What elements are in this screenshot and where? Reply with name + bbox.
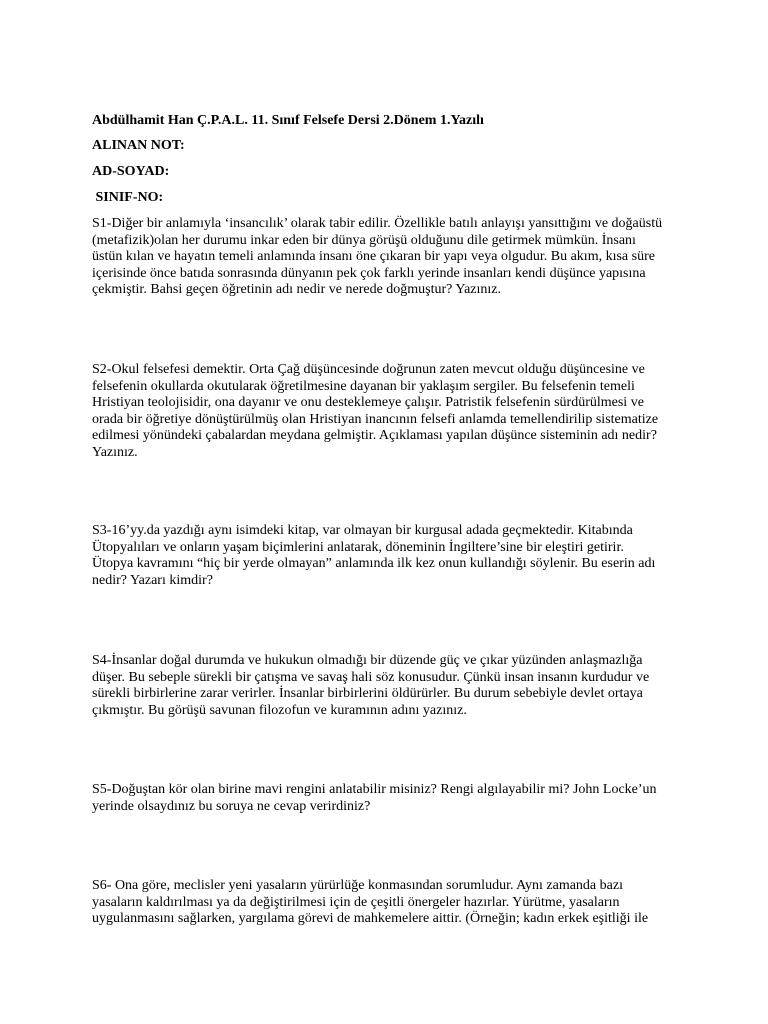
question-5 [92, 782, 682, 815]
exam-title: Abdülhamit Han Ç.P.A.L. 11. Sınıf Felsefe Dersi 2.Dönem 1.Yazılı [92, 113, 484, 128]
question-3 [92, 523, 682, 589]
question-line: nedir? Yazarı kimdir? [92, 572, 213, 588]
name-label: AD-SOYAD: [92, 164, 170, 179]
question-line: çıkmıştır. Bu görüşü savunan filozofun ve kuramının adını yazınız. [92, 702, 467, 718]
question-line: düşer. Bu sebeple sürekli bir çatışma ve savaş hali söz konusudur. Çünkü insan insanın kurdudur ve [92, 669, 650, 685]
question-line: (metafizik)olan her durumu inkar eden bir dünya görüşü olduğunu dile getirmek mümkün. İnsanı [92, 232, 636, 248]
question-line: yasaların kaldırılması ya da değiştirilmesi için de çeşitli önergeler hazırlar. Yürütme, yasaların [92, 894, 620, 910]
question-line: çekmiştir. Bahsi geçen öğretinin adı nedir ve nerede doğmuştur? Yazınız. [92, 282, 502, 298]
question-line: yerinde olsaydınız bu soruya ne cevap verirdiniz? [92, 798, 371, 814]
question-line: içerisinde önce batıda sonrasında dünyanın pek çok farklı yerinde insanları kendi düşünce yapısına [92, 265, 646, 281]
question-line: S6- Ona göre, meclisler yeni yasaların yürürlüğe konmasından sorumludur. Aynı zamanda bazı [92, 878, 623, 893]
question-line: S3-16’yy.da yazdığı aynı isimdeki kitap, var olmayan bir kurgusal adada geçmektedir. Kitabında [92, 523, 633, 538]
question-line: Yazınız. [92, 444, 138, 460]
question-6 [92, 878, 682, 928]
question-line: S5-Doğuştan kör olan birine mavi rengini anlatabilir misiniz? Rengi algılayabilir mi? John Locke’un [92, 782, 657, 797]
question-2 [92, 362, 682, 462]
question-line: edilmesi yönündeki çabalardan meydana gelmiştir. Açıklaması yapılan düşünce sisteminin adı nedir? [92, 428, 657, 444]
question-line: sürekli birbirlerine zarar verirler. İnsanlar birbirlerini öldürürler. Bu durum sebebiyle devlet ortaya [92, 686, 643, 702]
question-4 [92, 653, 682, 719]
question-line: Ütopya kavramını “hiç bir yerde olmayan” anlamında ilk kez onun kullandığı söylenir. Bu eserin adı [92, 556, 656, 572]
question-line: S1-Diğer bir anlamıyla ‘insancılık’ olarak tabir edilir. Özellikle batılı anlayışı yansıttığını ve doğaüstü [92, 216, 663, 231]
question-line: felsefenin okullarda okutularak öğretilmesine dayanan bir yaklaşım sergiler. Bu felsefenin temeli [92, 378, 635, 394]
question-line: Hristiyan teolojisidir, ona dayanır ve onu desteklemeye çalışır. Patristik felsefenin sürdürülmesi ve [92, 395, 644, 411]
question-line: üstün kılan ve hayatın temeli anlamında insanı öne çıkaran bir yapı veya olgudur. Bu akım, kısa süre [92, 249, 655, 265]
question-line: S2-Okul felsefesi demektir. Orta Çağ düşüncesinde doğrunun zaten mevcut olduğu düşüncesine ve [92, 362, 645, 377]
question-line: orada bir öğretiye dönüştürülmüş olan Hristiyan inancının felsefi anlamda temellendirilip sistematize [92, 411, 659, 427]
question-line: S4-İnsanlar doğal durumda ve hukukun olmadığı bir düzende güç ve çıkar yüzünden anlaşmazlığa [92, 653, 643, 668]
grade-label: ALINAN NOT: [92, 138, 185, 153]
question-line: uygulanmasını sağlarken, yargılama görevi de mahkemelere aittir. (Örneğin; kadın erkek eşitliği ile [92, 911, 649, 927]
class-label: SINIF-NO: [92, 190, 164, 205]
question-1 [92, 216, 682, 299]
question-line: Ütopyalıları ve onların yaşam biçimlerini anlatarak, döneminin İngiltere’sine bir eleştiri getirir. [92, 539, 624, 555]
